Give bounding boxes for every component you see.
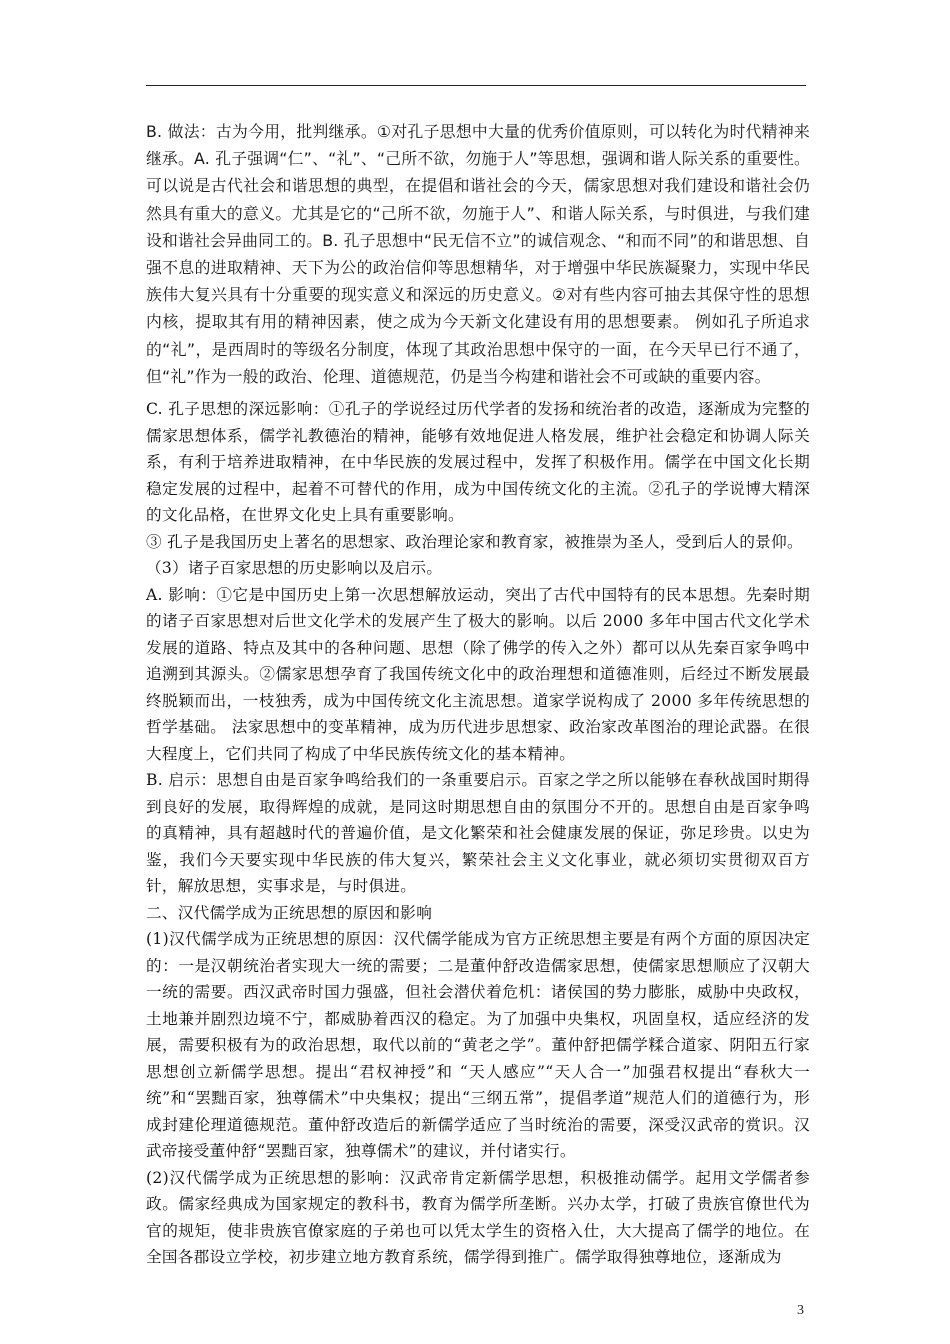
page-content	[146, 118, 810, 1271]
main-text	[146, 396, 810, 1271]
paragraph-b-method: B. 做法：古为今用，批判继承。①对孔子思想中大量的优秀价值原则，可以转化为时代精神来继承。A. 孔子强调“仁”、“礼”、“己所不欲，勿施于人”等思想，强调和谐人际关系的重要性。可以说是古代社会和谐思想的典型，在提倡和谐社会的今天，儒家思想对我们建设和谐社会仍然具有重大的意义。尤其是它的“己所不欲，勿施于人”、和谐人际关系，与时俱进，与我们建设和谐社会异曲同工的。B. 孔子思想中“民无信不立”的诚信观念、“和而不同”的和谐思想、自强不息的进取精神、天下为公的政治信仰等思想精华，对于增强中华民族凝聚力，实现中华民族伟大复兴具有十分重要的现实意义和深远的历史意义。②对有些内容可抽去其保守性的思想内核，提取其有用的精神因素，使之成为今天新文化建设有用的思想要素。 例如孔子所追求的“礼”，是西周时的等级名分制度，体现了其政治思想中保守的一面，在今天早已行不通了，但“礼”作为一般的政治、伦理、道德规范，仍是当今构建和谐社会不可或缺的重要内容。	[146, 122, 810, 386]
header-rule	[146, 85, 806, 86]
paragraph-a-influence: A. 影响：①它是中国历史上第一次思想解放运动，突出了古代中国特有的民本思想。先秦时期的诸子百家思想对后世文化学术的发展产生了极大的影响。以后 2000 多年中国古代文化学术发展的道路、特点及其中的各种问题、思想（除了佛学的传入之外）都可以从先秦百家争鸣中追溯到其源头。②儒家思想孕育了我国传统文化中的政治理想和道德准则，后经过不断发展最终脱颖而出，一枝独秀，成为中国传统文化主流思想。道家学说构成了 2000 多年传统思想的哲学基础。 法家思想中的变革精神，成为历代进步思想家、政治家改革图治的理论武器。在很大程度上，它们共同了构成了中华民族传统文化的基本精神。	[146, 585, 810, 763]
paragraph-c-influence: C. 孔子思想的深远影响：①孔子的学说经过历代学者的发扬和统治者的改造，逐渐成为完整的儒家思想体系，儒学礼教德治的精神，能够有效地促进人格发展，维护社会稳定和协调人际关系，有利于培养进取精神，在中华民族的发展过程中，发挥了积极作用。儒学在中国文化长期稳定发展的过程中，起着不可替代的作用，成为中国传统文化的主流。②孔子的学说博大精深的文化品格，在世界文化史上具有重要影响。	[146, 400, 810, 525]
paragraph-c3: ③ 孔子是我国历史上著名的思想家、政治理论家和教育家，被推崇为圣人，受到后人的景仰。	[146, 532, 803, 551]
page-number: 3	[797, 1303, 804, 1318]
paragraph-b-inspiration: B. 启示：思想自由是百家争鸣给我们的一条重要启示。百家之学之所以能够在春秋战国时期得到良好的发展，取得辉煌的成就，是同这时期思想自由的氛围分不开的。思想自由是百家争鸣的真精神，具有超越时代的普遍价值，是文化繁荣和社会健康发展的保证，弥足珍贵。以史为鉴，我们今天要实现中华民族的伟大复兴，繁荣社会主义文化事业，就必须切实贯彻双百方针，解放思想，实事求是，与时俱进。	[146, 771, 810, 896]
section-b-method	[146, 118, 810, 390]
heading-3: （3）诸子百家思想的历史影响以及启示。	[146, 559, 443, 578]
paragraph-han-reason: (1)汉代儒学成为正统思想的原因：汉代儒学能成为官方正统思想主要是有两个方面的原因决定的：一是汉朝统治者实现大一统的需要；二是董仲舒改造儒家思想，使儒家思想顺应了汉朝大一统的需要。西汉武帝时国力强盛，但社会潜伏着危机：诸侯国的势力膨胀，威胁中央政权，土地兼并剧烈边境不宁，都威胁着西汉的稳定。为了加强中央集权，巩固皇权，适应经济的发展，需要积极有为的政治思想，取代以前的“黄老之学”。董仲舒把儒学糅合道家、阴阳五行家思想创立新儒学思想。提出“君权神授”和 “天人感应”“天人合一”加强君权提出“春秋大一统”和“罢黜百家，独尊儒术”中央集权；提出“三纲五常”，提倡孝道”规范人们的道德行为，形成封建伦理道德规范。董仲舒改造后的新儒学适应了当时统治的需要，深受汉武帝的赏识。汉武帝接受董仲舒“罢黜百家，独尊儒术”的建议，并付诸实行。	[146, 930, 810, 1161]
heading-2: 二、汉代儒学成为正统思想的原因和影响	[146, 903, 433, 922]
paragraph-han-influence: (2)汉代儒学成为正统思想的影响：汉武帝肯定新儒学思想，积极推动儒学。起用文学儒者参政。儒家经典成为国家规定的教科书，教育为儒学所垄断。兴办太学，打破了贵族官僚世代为官的规矩，使非贵族官僚家庭的子弟也可以凭太学生的资格入仕，大大提高了儒学的地位。在全国各郡设立学校，初步建立地方教育系统，儒学得到推广。儒学取得独尊地位，逐渐成为	[146, 1168, 810, 1267]
